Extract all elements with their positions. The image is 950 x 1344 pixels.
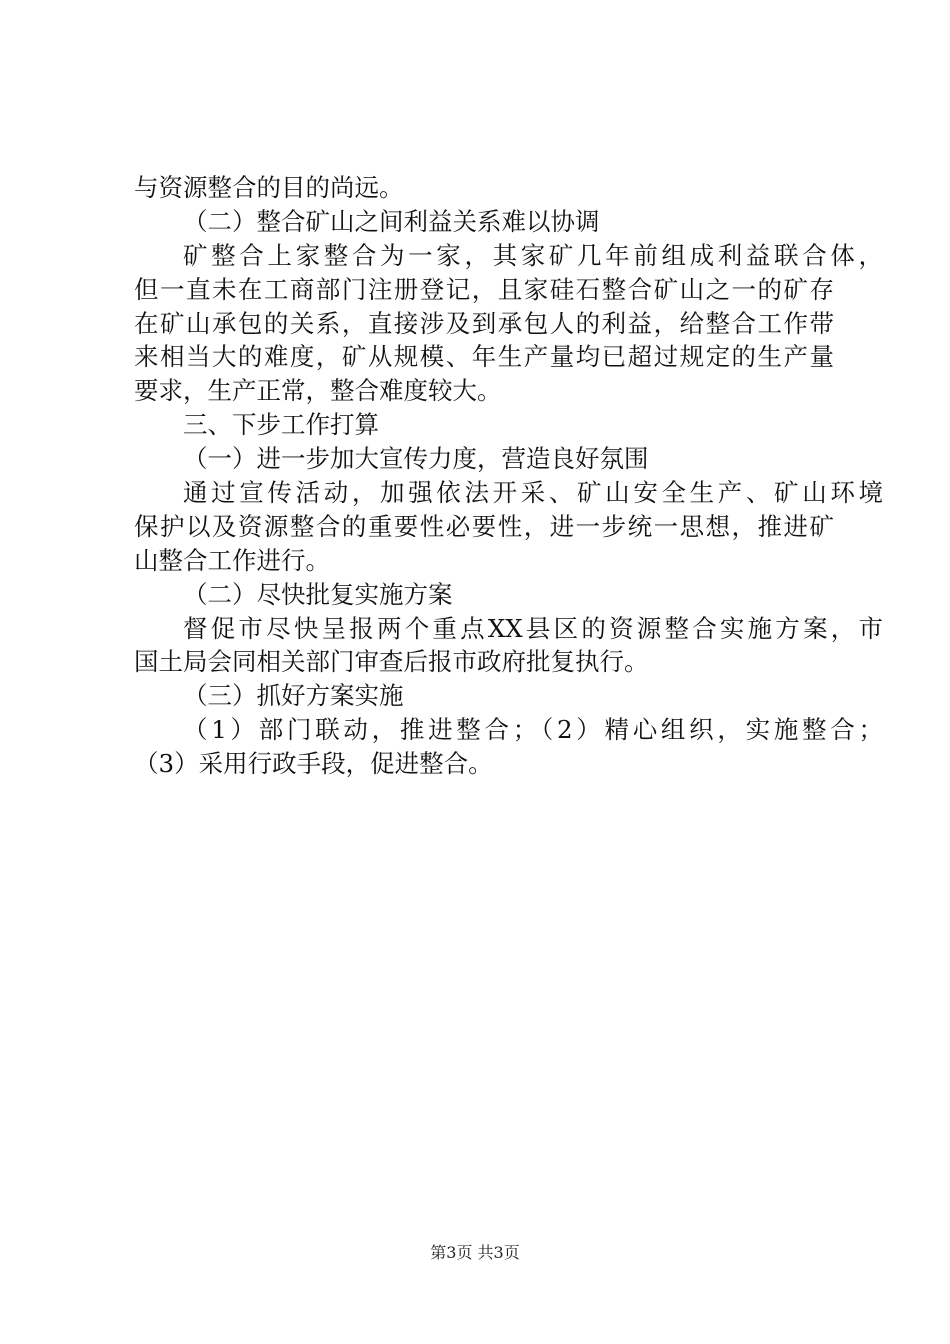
text-line: 与资源整合的目的尚远。 — [134, 173, 404, 202]
text-line: 国土局会同相关部门审查后报市政府批复执行。 — [134, 647, 649, 677]
section-heading: （一）进一步加大宣传力度，营造良好氛围 — [183, 444, 649, 474]
text-line: 在矿山承包的关系，直接涉及到承包人的利益，给整合工作带 — [134, 308, 834, 338]
text-line: 督促市尽快呈报两个重点XX县区的资源整合实施方案，市 — [183, 613, 883, 643]
text-line: 但一直未在工商部门注册登记，且家硅石整合矿山之一的矿存 — [134, 274, 834, 304]
text-line: 通过宣传活动，加强依法开采、矿山安全生产、矿山环境 — [183, 478, 883, 508]
section-heading: （二）整合矿山之间利益关系难以协调 — [183, 206, 600, 236]
text-line: 矿整合上家整合为一家，其家矿几年前组成利益联合体， — [183, 240, 883, 270]
section-heading: （二）尽快批复实施方案 — [183, 579, 453, 609]
text-line: 山整合工作进行。 — [134, 545, 330, 575]
section-heading: （三）抓好方案实施 — [183, 681, 404, 711]
text-line: 保护以及资源整合的重要性必要性，进一步统一思想，推进矿 — [134, 511, 834, 541]
page-footer: 第3页 共3页 — [430, 1243, 520, 1262]
text-line: （3）采用行政手段，促进整合。 — [134, 749, 493, 779]
section-heading: 三、下步工作打算 — [183, 410, 379, 440]
text-line: 来相当大的难度，矿从规模、年生产量均已超过规定的生产量 — [134, 342, 834, 372]
text-line: （1）部门联动，推进整合；（2）精心组织，实施整合； — [183, 715, 883, 745]
text-line: 要求，生产正常，整合难度较大。 — [134, 376, 502, 406]
document-body — [134, 171, 883, 781]
